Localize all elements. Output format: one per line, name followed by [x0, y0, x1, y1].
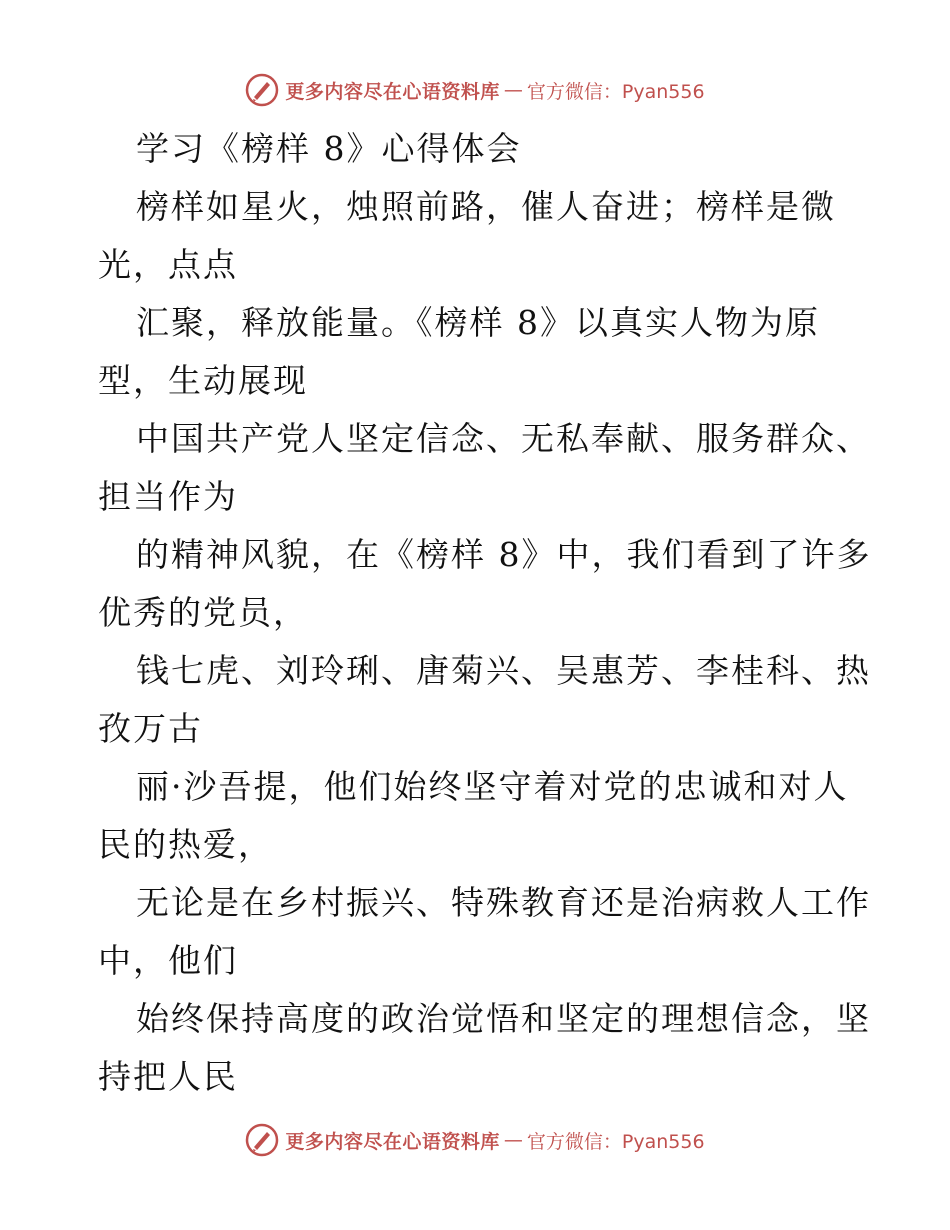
header-wechat-text: 官方微信：Pyan556: [526, 80, 705, 103]
footer-watermark: [0, 1120, 950, 1160]
text-line: 榜样如星火，烛照前路，催人奋进；榜样是微: [136, 187, 836, 226]
text-line: 担当作为: [98, 477, 238, 516]
brand-logo-icon: [245, 73, 279, 107]
text-line: 中国共产党人坚定信念、无私奉献、服务群众、: [136, 419, 871, 458]
header-dash: —: [503, 79, 523, 101]
text-line: 中，他们: [98, 941, 238, 980]
text-line: 钱七虎、刘玲琍、唐菊兴、吴惠芳、李桂科、热: [136, 651, 871, 690]
footer-wechat-text: 官方微信：Pyan556: [526, 1130, 705, 1153]
text-line: 优秀的党员，: [98, 593, 308, 632]
document-body: [98, 120, 872, 1106]
header-brand-text: 更多内容尽在心语资料库: [285, 80, 500, 103]
text-line: 孜万古: [98, 709, 203, 748]
text-line: 始终保持高度的政治觉悟和坚定的理想信念，坚: [136, 999, 871, 1038]
header-watermark: [0, 70, 950, 110]
text-line: 无论是在乡村振兴、特殊教育还是治病救人工作: [136, 883, 871, 922]
footer-dash: —: [503, 1129, 523, 1151]
text-line: 学习《榜样 8》心得体会: [136, 129, 522, 168]
text-line: 民的热爱，: [98, 825, 273, 864]
text-line: 持把人民: [98, 1057, 238, 1096]
text-line: 型，生动展现: [98, 361, 308, 400]
text-line: 光，点点: [98, 245, 238, 284]
footer-brand-text: 更多内容尽在心语资料库: [285, 1130, 500, 1153]
text-line: 汇聚，释放能量。《榜样 8》以真实人物为原: [136, 303, 820, 342]
brand-logo-icon: [245, 1123, 279, 1157]
text-line: 丽·沙吾提，他们始终坚守着对党的忠诚和对人: [136, 767, 849, 806]
text-line: 的精神风貌，在《榜样 8》中，我们看到了许多: [136, 535, 872, 574]
